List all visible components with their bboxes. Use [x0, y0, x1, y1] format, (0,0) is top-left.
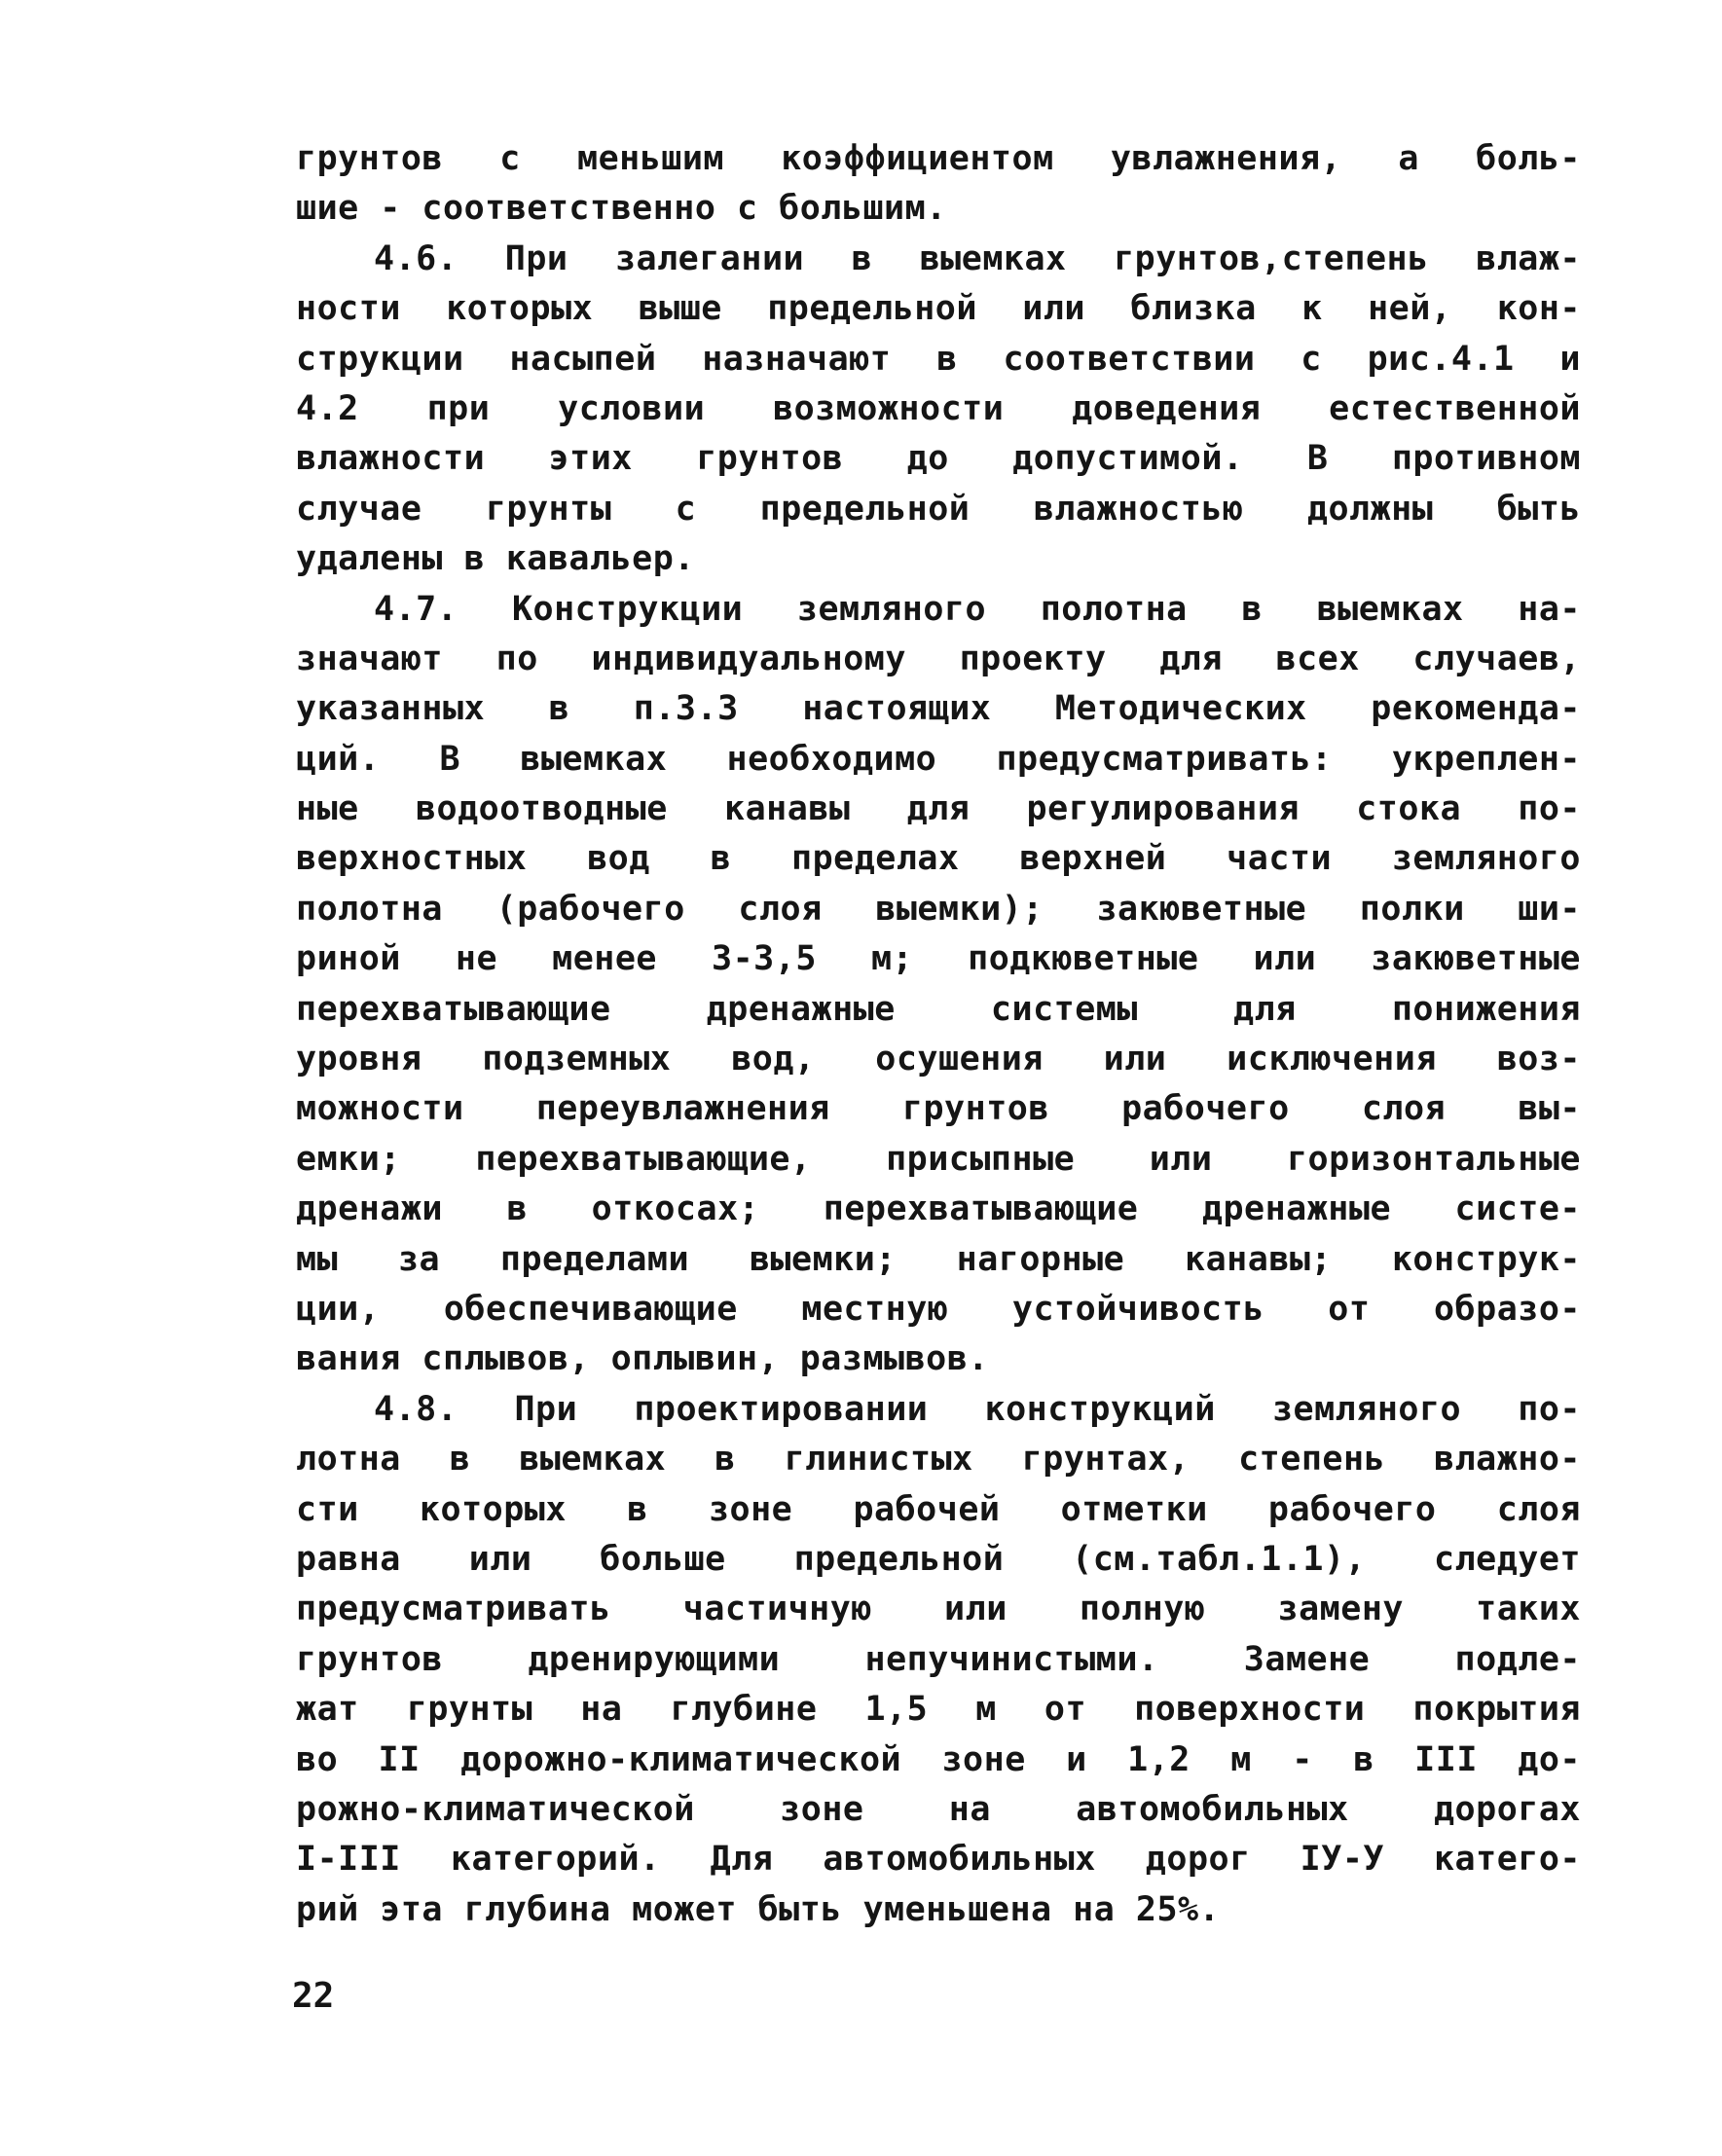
text-line: вания сплывов, оплывин, размывов.	[296, 1339, 989, 1379]
text-line: струкции насыпей назначают в соответствии с рис.4.1 и	[296, 339, 1581, 379]
text-line: мы за пределами выемки; нагорные канавы; конструк-	[296, 1239, 1581, 1279]
page-number: 22	[292, 1976, 335, 2016]
text-line: влажности этих грунтов до допустимой. В противном	[296, 439, 1581, 479]
text-line: грунтов дренирующими непучинистыми. Замене подле-	[296, 1639, 1581, 1679]
text-line: можности переувлажнения грунтов рабочего слоя вы-	[296, 1089, 1581, 1129]
text-line: значают по индивидуальному проекту для всех случаев,	[296, 639, 1581, 678]
text-line: сти которых в зоне рабочей отметки рабочего слоя	[296, 1489, 1581, 1529]
text-line: уровня подземных вод, осушения или исключения воз-	[296, 1040, 1581, 1079]
text-line: верхностных вод в пределах верхней части земляного	[296, 839, 1581, 879]
text-line: полотна (рабочего слоя выемки); закюветные полки ши-	[296, 889, 1581, 929]
text-line: дренажи в откосах; перехватывающие дренажные систе-	[296, 1189, 1581, 1229]
paragraph-first-line: 4.7. Конструкции земляного полотна в выемках на-	[374, 589, 1581, 629]
text-line: I-III категорий. Для автомобильных дорог IУ-У катего-	[296, 1840, 1581, 1880]
text-line: риной не менее 3-3,5 м; подкюветные или закюветные	[296, 939, 1581, 979]
paragraph-first-line: 4.8. При проектировании конструкций земляного по-	[374, 1389, 1581, 1429]
text-line: рожно-климатической зоне на автомобильных дорогах	[296, 1789, 1581, 1829]
text-line: предусматривать частичную или полную замену таких	[296, 1590, 1581, 1629]
text-line: равна или больше предельной (см.табл.1.1), следует	[296, 1539, 1581, 1579]
text-line: ций. В выемках необходимо предусматривать: укреплен-	[296, 739, 1581, 779]
text-line: указанных в п.3.3 настоящих Методических рекоменда-	[296, 689, 1581, 729]
text-line: лотна в выемках в глинистых грунтах, степень влажно-	[296, 1440, 1581, 1480]
text-line: шие - соответственно с большим.	[296, 189, 947, 229]
text-line: жат грунты на глубине 1,5 м от поверхности покрытия	[296, 1690, 1581, 1730]
text-line: во II дорожно-климатической зоне и 1,2 м - в III до-	[296, 1739, 1581, 1779]
text-line: ции, обеспечивающие местную устойчивость от образо-	[296, 1289, 1581, 1329]
text-line: ные водоотводные канавы для регулирования стока по-	[296, 789, 1581, 829]
text-line: рий эта глубина может быть уменьшена на 25%.	[296, 1889, 1221, 1929]
text-line: 4.2 при условии возможности доведения естественной	[296, 388, 1581, 428]
text-line: случае грунты с предельной влажностью должны быть	[296, 489, 1581, 529]
body-text	[296, 134, 1581, 1935]
paragraph-first-line: 4.6. При залегании в выемках грунтов,степень влаж-	[374, 238, 1581, 278]
text-line: емки; перехватывающие, присыпные или горизонтальные	[296, 1139, 1581, 1179]
text-line: перехватывающие дренажные системы для понижения	[296, 989, 1581, 1029]
text-line: ности которых выше предельной или близка к ней, кон-	[296, 289, 1581, 329]
text-line: грунтов с меньшим коэффициентом увлажнения, а боль-	[296, 139, 1581, 178]
text-line: удалены в кавальер.	[296, 539, 695, 579]
